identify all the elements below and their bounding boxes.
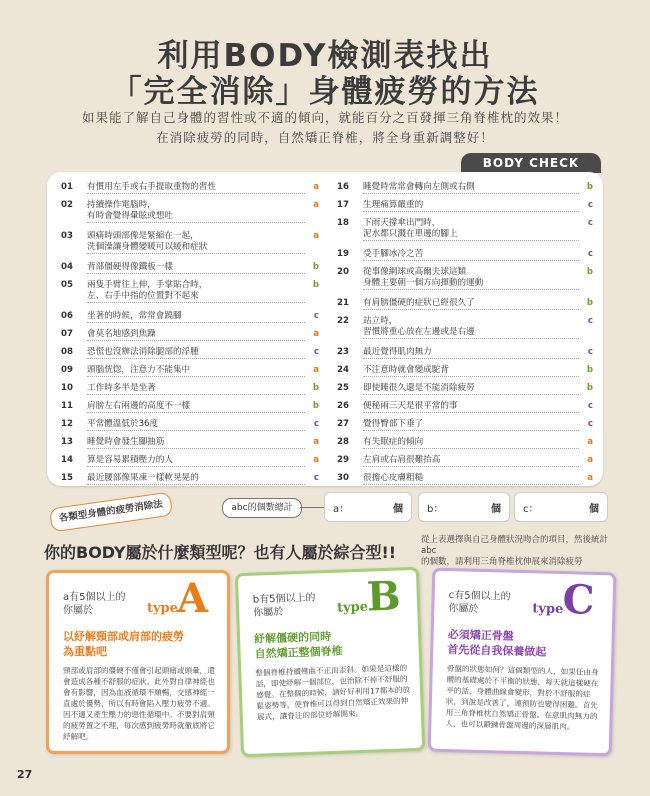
checklist-item[interactable] <box>61 473 319 491</box>
item-text: 生理痛算嚴重的 <box>363 200 579 212</box>
item-type-letter: b <box>586 298 593 308</box>
item-text: 受手腳冰冷之苦 <box>363 249 579 261</box>
item-type-letter: c <box>587 249 593 259</box>
checklist-item[interactable] <box>337 455 593 473</box>
item-number: 08 <box>61 347 73 357</box>
checklist-right-column <box>337 182 593 491</box>
item-number: 13 <box>61 437 73 447</box>
type-card-c <box>428 568 617 757</box>
item-type-letter: b <box>586 383 593 393</box>
item-type-letter: a <box>313 231 319 241</box>
item-text: 即使睡很久還是不能消除疲勞 <box>363 383 579 395</box>
checklist-card <box>47 172 603 486</box>
item-type-letter: a <box>313 437 319 447</box>
item-type-letter: b <box>586 267 593 277</box>
type-a-heading: 以紓解頸部或肩部的疲勞 為重點吧 <box>63 630 184 658</box>
item-number: 24 <box>337 365 349 375</box>
item-type-letter: a <box>313 200 319 210</box>
item-text: 背部僵硬得像鐵板一樣 <box>87 262 305 274</box>
item-type-letter: c <box>587 347 593 357</box>
count-b-unit: 個 <box>491 504 501 515</box>
count-box-a[interactable] <box>324 492 412 522</box>
checklist-item[interactable] <box>337 383 593 401</box>
item-type-letter: a <box>313 455 319 465</box>
item-type-letter: b <box>312 262 319 272</box>
checklist-item[interactable] <box>337 473 593 491</box>
item-number: 21 <box>337 298 349 308</box>
checklist-item[interactable] <box>337 249 593 267</box>
checklist-item[interactable] <box>337 218 593 249</box>
count-total-label: abc的個數總計 <box>222 498 302 518</box>
item-number: 02 <box>61 200 73 210</box>
item-number: 15 <box>61 473 73 483</box>
item-text: 睡覺時會發生腳抽筋 <box>87 437 305 449</box>
item-type-letter: b <box>312 280 319 290</box>
item-type-letter: c <box>587 316 593 326</box>
count-box-b[interactable] <box>418 492 510 522</box>
checklist-item[interactable] <box>61 383 319 401</box>
item-type-letter: c <box>313 347 319 357</box>
item-text: 頭腦恍惚，注意力不能集中 <box>87 365 305 377</box>
checklist-item[interactable] <box>61 182 319 200</box>
count-box-c[interactable] <box>514 492 608 522</box>
checklist-item[interactable] <box>337 298 593 316</box>
count-c-unit: 個 <box>589 504 599 515</box>
type-question: 你的BODY屬於什麼類型呢？也有人屬於綜合型!! <box>44 543 397 562</box>
type-a-word: type <box>147 601 178 616</box>
checklist-item[interactable] <box>337 419 593 437</box>
checklist-item[interactable] <box>61 231 319 262</box>
count-connector-line <box>300 507 324 508</box>
sticker-label: 各類型身體的疲勞消除法 <box>49 492 173 533</box>
item-type-letter: c <box>313 419 319 429</box>
type-b-letter: B <box>365 572 402 621</box>
item-text: 肩膀左右兩邊的高度不一樣 <box>87 401 305 413</box>
item-type-letter: c <box>587 419 593 429</box>
item-number: 05 <box>61 280 73 290</box>
checklist-item[interactable] <box>61 419 319 437</box>
item-number: 04 <box>61 262 73 272</box>
checklist-item[interactable] <box>337 316 593 347</box>
item-type-letter: a <box>313 365 319 375</box>
checklist-item[interactable] <box>337 437 593 455</box>
subtitle-line2: 在消除疲勞的同時，自然矯正脊椎，將全身重新調整好！ <box>156 130 494 145</box>
item-type-letter: a <box>313 182 319 192</box>
checklist-item[interactable] <box>61 200 319 231</box>
item-number: 22 <box>337 316 349 326</box>
item-type-letter: a <box>587 455 593 465</box>
item-text: 最近腰部像果凍一樣軟晃晃的 <box>87 473 305 485</box>
item-text: 會莫名地感到焦躁 <box>87 329 305 341</box>
type-card-b <box>235 567 425 757</box>
item-text: 坐著的時候，常常會蹺腳 <box>87 311 305 323</box>
item-number: 03 <box>61 231 73 241</box>
checklist-item[interactable] <box>337 182 593 200</box>
item-number: 29 <box>337 455 349 465</box>
type-b-body: 整個脊椎持續彎曲不正而歪斜。如果是這樣的話，即使紓解一個部位，也治除不掉不舒服的感覺。在整個的時候，請好好利用17都本的放鬆姿勢等，使脊椎可以得到自然矯正效果的伸展式，讓脊注的部位紓解開來。 <box>255 663 411 722</box>
item-type-letter: c <box>587 401 593 411</box>
item-number: 14 <box>61 455 73 465</box>
item-text: 兩隻手臂往上伸，手掌貼合時， 左、右手中指的位置對不起來 <box>87 280 305 303</box>
item-number: 26 <box>337 401 349 411</box>
item-number: 25 <box>337 383 349 393</box>
checklist-item[interactable] <box>61 437 319 455</box>
checklist-item[interactable] <box>337 401 593 419</box>
checklist-left-column <box>61 182 319 491</box>
instruction-note: 從上表選擇與自己身體狀況吻合的項目，然後統計abc 的個數，請利用三角脊椎枕伸展來消除疲勞 <box>421 535 609 567</box>
checklist-item[interactable] <box>61 280 319 311</box>
item-number: 09 <box>61 365 73 375</box>
checklist-item[interactable] <box>61 347 319 365</box>
checklist-item[interactable] <box>61 365 319 383</box>
item-number: 30 <box>337 473 349 483</box>
item-type-letter: b <box>312 383 319 393</box>
item-number: 18 <box>337 218 349 228</box>
type-c-letter: C <box>562 576 596 624</box>
item-type-letter: b <box>312 401 319 411</box>
item-text: 頭痛時頭部像是緊縮在一起， 洗個澡讓身體變暖可以緩和症狀 <box>87 231 305 254</box>
item-text: 站立時， 習慣將重心放在左邊或是右邊 <box>363 316 579 339</box>
item-type-letter: b <box>586 182 593 192</box>
item-text: 睡覺時常常會轉向左側或右側 <box>363 182 579 194</box>
type-a-condition: a有5個以上的 你屬於 <box>63 592 126 616</box>
item-text: 算是容易累積壓力的人 <box>87 455 305 467</box>
item-number: 07 <box>61 329 73 339</box>
item-text: 持續操作電腦時， 有時會覺得暈眩或想吐 <box>87 200 305 223</box>
checklist-item[interactable] <box>61 262 319 280</box>
item-text: 很擔心皮膚粗糙 <box>363 473 579 485</box>
item-number: 10 <box>61 383 73 393</box>
item-number: 06 <box>61 311 73 321</box>
item-number: 27 <box>337 419 349 429</box>
item-text: 左肩或右肩很難抬高 <box>363 455 579 467</box>
item-type-letter: b <box>586 365 593 375</box>
type-a-letter: A <box>177 575 209 622</box>
item-type-letter: c <box>587 218 593 228</box>
item-number: 17 <box>337 200 349 210</box>
type-c-heading: 必須矯正骨盤 首先從自我保養做起 <box>447 628 547 659</box>
item-text: 下雨天撐傘出門時， 泥水都只濺在單邊的腳上 <box>363 218 579 241</box>
count-b-key: b： <box>427 504 444 515</box>
body-check-tag: BODY CHECK <box>461 153 601 173</box>
checklist-item[interactable] <box>337 200 593 218</box>
page-title-line1: 利用BODY檢測表找出 <box>157 38 493 74</box>
item-text: 不注意時就會變成駝背 <box>363 365 579 377</box>
checklist-item[interactable] <box>61 311 319 329</box>
checklist-item[interactable] <box>61 401 319 419</box>
item-text: 工作時多半是坐著 <box>87 383 305 395</box>
count-a-key: a： <box>333 504 350 515</box>
type-b-condition: b有5個以上的 你屬於 <box>252 592 316 619</box>
item-number: 19 <box>337 249 349 259</box>
item-number: 20 <box>337 267 349 277</box>
item-text: 有肩膀僵硬的症狀已經很久了 <box>363 298 579 310</box>
item-type-letter: c <box>313 311 319 321</box>
checklist-item[interactable] <box>61 455 319 473</box>
page-number: 27 <box>17 768 33 781</box>
item-text: 從事像網球或高爾夫球這類 身體主要朝一個方向揮動的運動 <box>363 267 579 290</box>
item-type-letter: a <box>587 473 593 483</box>
checklist-item[interactable] <box>61 329 319 347</box>
item-text: 覺得臀部下垂了 <box>363 419 579 431</box>
item-type-letter: c <box>313 473 319 483</box>
type-card-a <box>46 570 230 754</box>
item-text: 有慣用左手或右手提取重物的習性 <box>87 182 305 194</box>
item-text: 最近覺得肌肉無力 <box>363 347 579 359</box>
item-number: 12 <box>61 419 73 429</box>
checklist-item[interactable] <box>337 365 593 383</box>
item-number: 28 <box>337 437 349 447</box>
type-b-word: type <box>336 599 369 616</box>
type-c-word: type <box>532 601 564 618</box>
item-text: 便秘兩三天是很平常的事 <box>363 401 579 413</box>
checklist-item[interactable] <box>337 347 593 365</box>
subtitle-line1: 如果能了解自己身體的習性或不適的傾向，就能百分之百發揮三角脊椎枕的效果！ <box>81 110 568 125</box>
item-number: 01 <box>61 182 73 192</box>
checklist-item[interactable] <box>337 267 593 298</box>
item-type-letter: a <box>313 329 319 339</box>
item-text: 恐慌也沒辦法消除腿部的浮腫 <box>87 347 305 359</box>
page-title-line2: 「完全消除」身體疲勞的方法 <box>110 74 540 110</box>
count-a-unit: 個 <box>393 504 403 515</box>
item-number: 23 <box>337 347 349 357</box>
item-text: 平常體溫低於36度 <box>87 419 305 431</box>
item-number: 11 <box>61 401 73 411</box>
type-c-condition: c有5個以上的 你屬於 <box>448 590 511 615</box>
item-text: 有失眠症的傾向 <box>363 437 579 449</box>
item-type-letter: c <box>587 200 593 210</box>
type-b-heading: 紓解僵硬的同時 自然矯正整個脊椎 <box>253 629 343 661</box>
type-c-body: 骨盤的狀態如何？這個類型的人，如果任由身體的基礎處於不平衡的狀態，每天就這樣硬在平的話，身體曲線會變形，對於不舒服的症狀，到說是改善了，連預防也變得困難。首先用三角脊椎枕自然矯正骨盤。在意肌肉無力的人，也可以鍛鍊骨盤周邊的深層肌肉。 <box>445 664 599 732</box>
type-a-body: 頸部或肩部的僵硬不僅會引起頭痛或頭暈，還會造成各種不舒服的症狀。此外對自律神經也會有影響，因為血液循環不順暢，交感神經一直處於優勢，所以有時會陷入壓力疲勞不適。因不適又產生壓力的惡性循環中。不要對肩頸的疲勞置之不理，每次感到疲勞時就徹底將它紓解吧。 <box>63 666 215 741</box>
item-type-letter: a <box>587 437 593 447</box>
item-number: 16 <box>337 182 349 192</box>
count-c-key: c： <box>523 504 539 515</box>
